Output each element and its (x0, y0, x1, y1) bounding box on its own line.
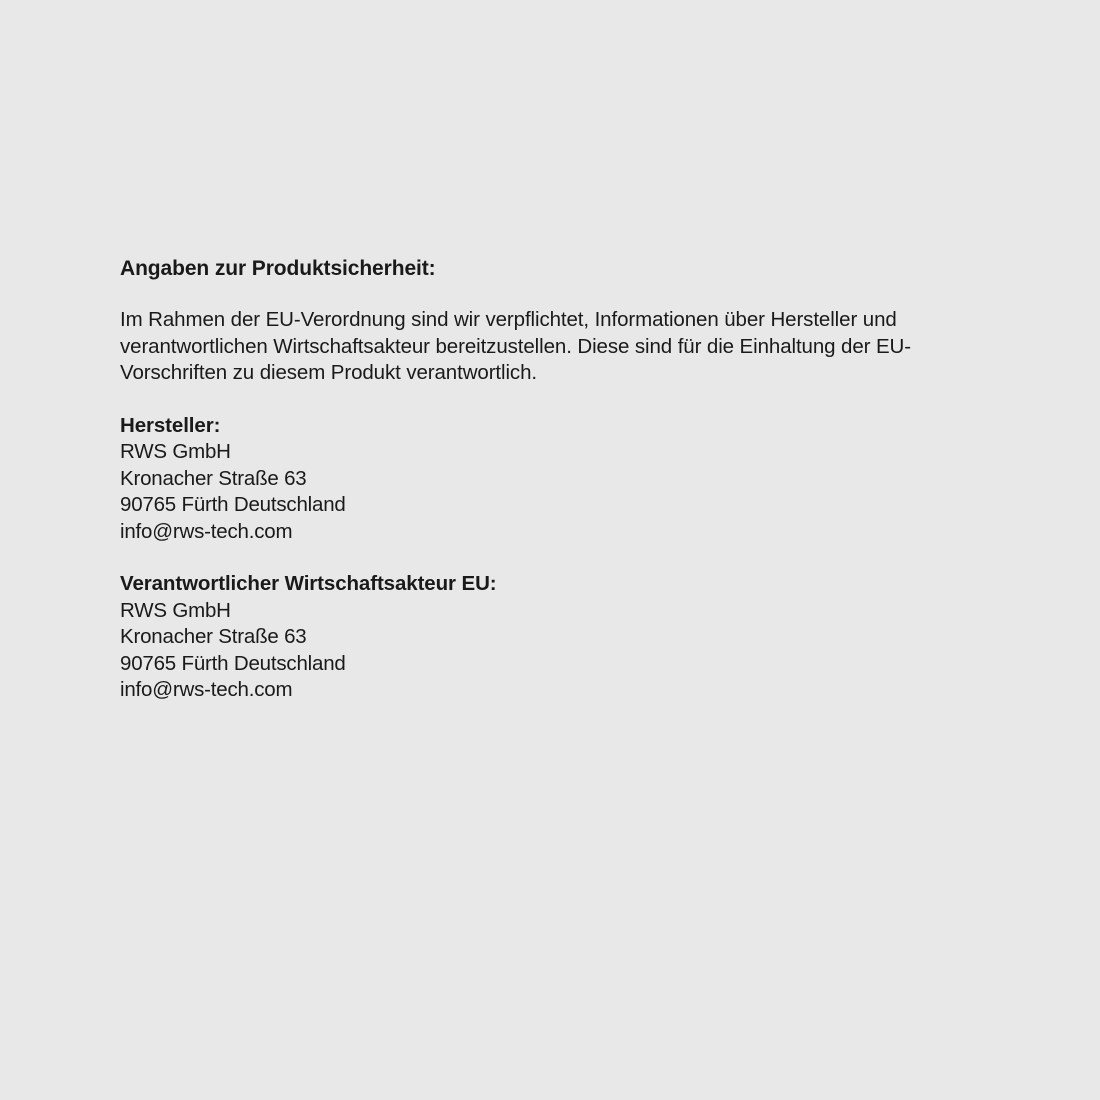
spacer (120, 545, 980, 571)
intro-paragraph: Im Rahmen der EU-Verordnung sind wir verpflichtet, Informationen über Hersteller und verantwortlichen Wirtschaftsakteur bereitzustellen. Diese sind für die Einhaltung der EU-Vorschriften zu diesem Produkt verantwortlich. (120, 308, 911, 384)
eu-responsible-email: info@rws-tech.com (120, 678, 293, 701)
manufacturer-city: 90765 Fürth Deutschland (120, 493, 346, 516)
document-content (120, 255, 980, 704)
page-title: Angaben zur Produktsicherheit: (120, 257, 436, 280)
manufacturer-block (120, 413, 980, 546)
manufacturer-company: RWS GmbH (120, 440, 231, 463)
eu-responsible-title: Verantwortlicher Wirtschaftsakteur EU: (120, 572, 497, 595)
eu-responsible-block (120, 571, 980, 704)
spacer (120, 283, 980, 307)
spacer (120, 387, 980, 413)
eu-responsible-street: Kronacher Straße 63 (120, 625, 307, 648)
manufacturer-title: Hersteller: (120, 413, 221, 437)
manufacturer-email: info@rws-tech.com (120, 519, 293, 543)
eu-responsible-company: RWS GmbH (120, 598, 231, 622)
eu-responsible-city: 90765 Fürth Deutschland (120, 651, 346, 675)
manufacturer-street: Kronacher Straße 63 (120, 466, 307, 490)
